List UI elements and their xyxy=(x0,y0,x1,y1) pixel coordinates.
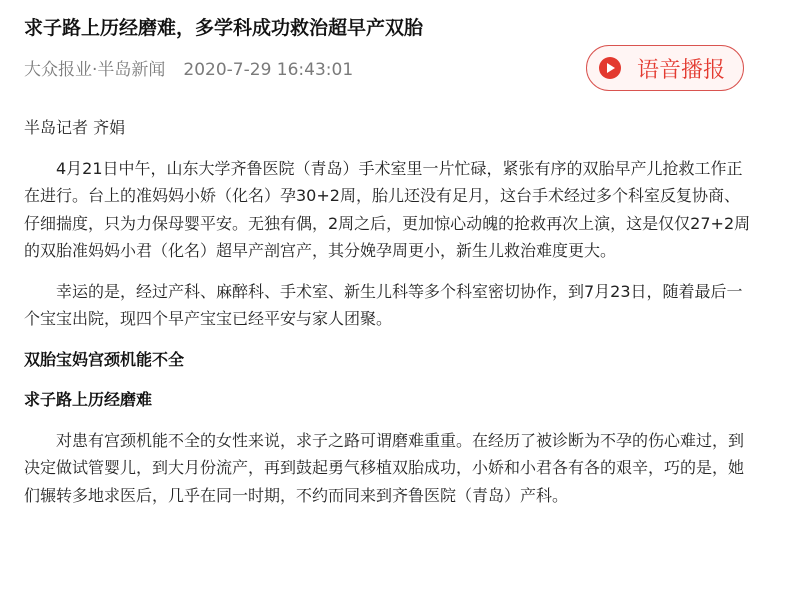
paragraph: 4月21日中午，山东大学齐鲁医院（青岛）手术室里一片忙碌，紧张有序的双胎早产儿抢救工作正在进行。台上的准妈妈小娇（化名）孕30+2周，胎儿还没有足月，这台手术经过多个科室反复协商、仔细揣度，只为力保母婴平安。无独有偶，2周之后，更加惊心动魄的抢救再次上演，这是仅仅27+2周的双胎准妈妈小君（化名）超早产剖宫产，其分娩孕周更小，新生儿救治难度更大。 xyxy=(24,158,751,260)
article-body xyxy=(24,114,754,522)
paragraph: 对患有宫颈机能不全的女性来说，求子之路可谓磨难重重。在经历了被诊断为不孕的伤心难过，到决定做试管婴儿，到大月份流产，再到鼓起勇气移植双胎成功，小娇和小君各有各的艰辛，巧的是，她们辗转多地求医后，几乎在同一时期，不约而同来到齐鲁医院（青岛）产科。 xyxy=(24,430,745,505)
article-title: 求子路上历经磨难，多学科成功救治超早产双胎 xyxy=(24,17,424,39)
play-icon xyxy=(599,57,621,79)
section-heading: 求子路上历经磨难 xyxy=(24,390,153,409)
paragraph: 幸运的是，经过产科、麻醉科、手术室、新生儿科等多个科室密切协作，到7月23日，随着最后一个宝宝出院，现四个早产宝宝已经平安与家人团聚。 xyxy=(24,281,743,328)
article-source: 大众报业·半岛新闻 xyxy=(24,60,166,80)
article-meta xyxy=(24,57,353,83)
section-heading: 双胎宝妈宫颈机能不全 xyxy=(24,349,185,369)
article-datetime: 2020-7-29 16:43:01 xyxy=(183,60,354,80)
tts-button[interactable] xyxy=(586,45,744,91)
article-byline: 半岛记者 齐娟 xyxy=(24,118,126,137)
tts-button-label: 语音播报 xyxy=(637,57,726,83)
